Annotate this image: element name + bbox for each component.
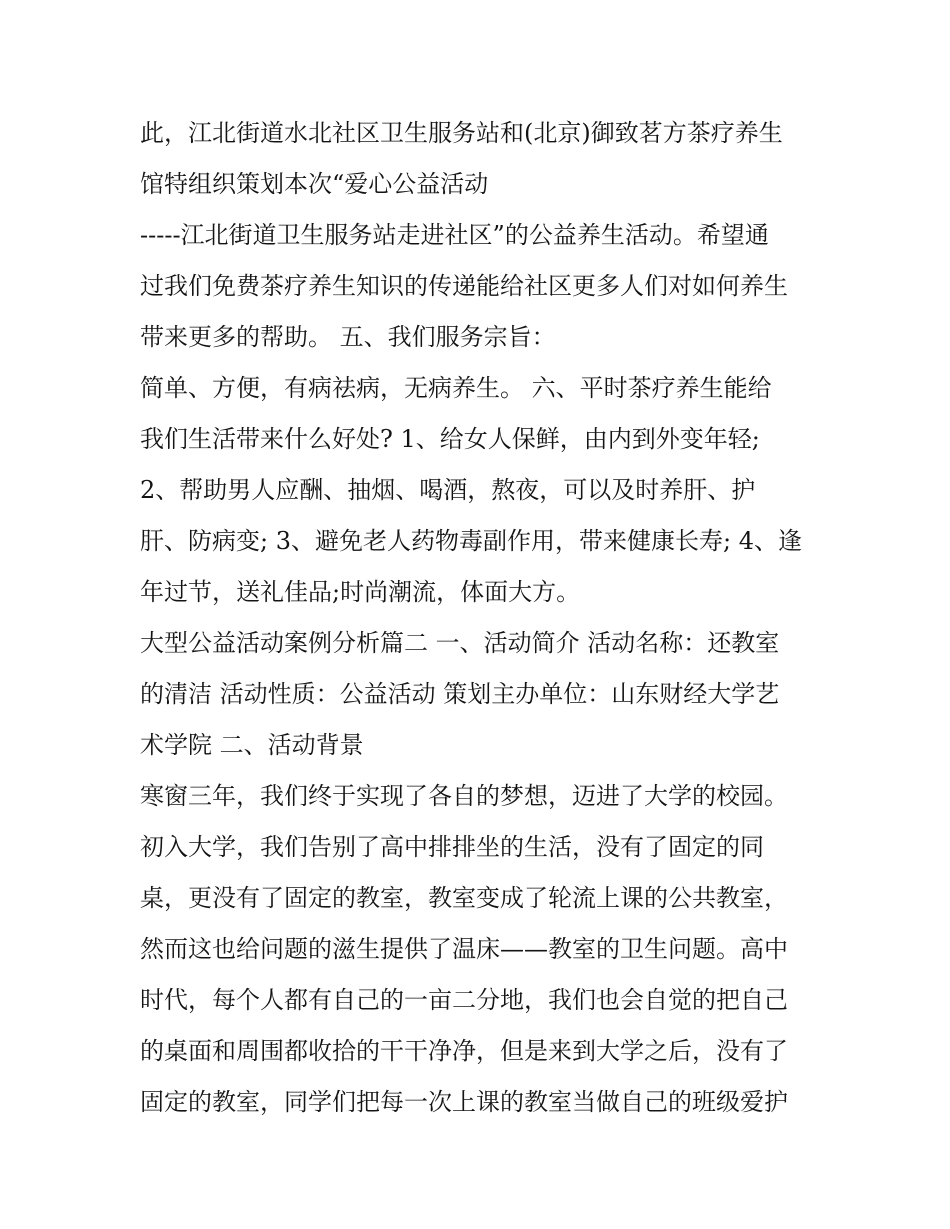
text-line: 过我们免费茶疗养生知识的传递能给社区更多人们对如何养生: [140, 272, 788, 300]
text-line: 带来更多的帮助。 五、我们服务宗旨：: [140, 323, 556, 351]
text-line: 术学院 二、活动背景: [140, 731, 364, 759]
text-line: 的清洁 活动性质：公益活动 策划主办单位：山东财经大学艺: [140, 680, 780, 708]
text-line: 固定的教室，同学们把每一次上课的教室当做自己的班级爱护: [140, 1088, 788, 1116]
text-line: 2、帮助男人应酬、抽烟、喝酒，熬夜，可以及时养肝、护: [140, 476, 756, 504]
text-line: 年过节，送礼佳品;时尚潮流，体面大方。: [140, 578, 581, 606]
text-line: 初入大学，我们告别了高中排排坐的生活，没有了固定的同: [140, 833, 764, 861]
text-line: -----江北街道卫生服务站走进社区”的公益养生活动。希望通: [140, 221, 769, 249]
text-line: 大型公益活动案例分析篇二 一、活动简介 活动名称：还教室: [140, 629, 780, 657]
text-line: 简单、方便，有病祛病，无病养生。 六、平时茶疗养生能给: [140, 374, 772, 402]
text-line: 桌，更没有了固定的教室，教室变成了轮流上课的公共教室，: [140, 884, 788, 912]
text-line: 的桌面和周围都收拾的干干净净，但是来到大学之后，没有了: [140, 1037, 788, 1065]
text-line: 馆特组织策划本次“爱心公益活动: [140, 170, 489, 198]
text-line: 我们生活带来什么好处? 1、给女人保鲜，由内到外变年轻;: [140, 425, 760, 453]
text-line: 肝、防病变; 3、避免老人药物毒副作用，带来健康长寿; 4、逢: [140, 527, 802, 555]
text-line: 此，江北街道水北社区卫生服务站和(北京)御致茗方茶疗养生: [140, 119, 783, 147]
text-line: 然而这也给问题的滋生提供了温床——教室的卫生问题。高中: [140, 935, 788, 963]
text-line: 寒窗三年，我们终于实现了各自的梦想，迈进了大学的校园。: [140, 782, 788, 810]
document-body: [140, 108, 820, 1128]
text-line: 时代，每个人都有自己的一亩二分地，我们也会自觉的把自己: [140, 986, 788, 1014]
